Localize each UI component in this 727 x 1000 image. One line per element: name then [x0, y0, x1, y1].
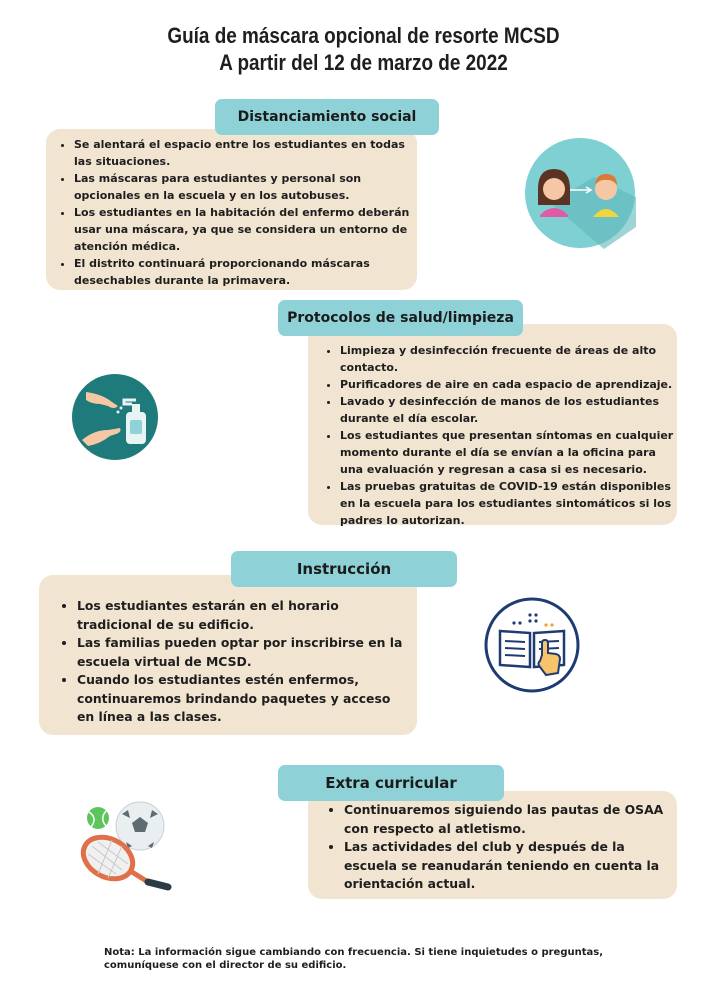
section-health-heading: Protocolos de salud/limpieza — [278, 300, 523, 336]
section-instruction-panel — [39, 575, 417, 735]
list-item: • Lavado y desinfección de manos de los estudiantes durante el día escolar. — [340, 393, 675, 427]
list-item: • Las máscaras para estudiantes y personal son opcionales en la escuela y en los autobuses. — [74, 170, 411, 204]
footer-note: Nota: La información sigue cambiando con frecuencia. Si tiene inquietudes o preguntas, comuníquese con el director de su edificio. — [104, 947, 604, 971]
list-item: • Las familias pueden optar por inscribirse en la escuela virtual de MCSD. — [77, 634, 411, 671]
section-distancing-heading: Distanciamiento social — [215, 99, 439, 135]
list-item: • Continuaremos siguiendo las pautas de OSAA con respecto al atletismo. — [344, 801, 673, 838]
section-instruction-list — [51, 597, 411, 727]
hand-sanitizer-icon — [72, 374, 158, 460]
list-item: • Purificadores de aire en cada espacio de aprendizaje. — [340, 376, 675, 393]
list-item: • Cuando los estudiantes estén enfermos, continuaremos brindando paquetes y acceso en línea a las clases. — [77, 671, 411, 727]
page-title — [51, 22, 676, 76]
list-item: • Los estudiantes que presentan síntomas en cualquier momento durante el día se envían a la oficina para una evaluación y regresan a casa si es necesario. — [340, 427, 675, 478]
list-item: • Los estudiantes estarán en el horario tradicional de su edificio. — [77, 597, 411, 634]
section-health-list — [314, 342, 675, 529]
digital-book-icon — [484, 597, 580, 693]
list-item: • Las actividades del club y después de la escuela se reanudarán teniendo en cuenta la orientación actual. — [344, 838, 673, 894]
list-item: • Las pruebas gratuitas de COVID-19 están disponibles en la escuela para los estudiantes sintomáticos si los padres lo autorizan. — [340, 478, 675, 529]
social-distancing-icon — [524, 137, 636, 249]
section-extracurricular-list — [318, 801, 673, 894]
section-extracurricular-heading: Extra curricular — [278, 765, 504, 801]
list-item: • El distrito continuará proporcionando máscaras desechables durante la primavera. — [74, 255, 411, 289]
title-line-1: Guía de máscara opcional de resorte MCSD — [167, 23, 560, 48]
section-extracurricular-panel — [308, 791, 677, 899]
title-line-2: A partir del 12 de marzo de 2022 — [219, 50, 508, 75]
list-item: • Limpieza y desinfección frecuente de áreas de alto contacto. — [340, 342, 675, 376]
list-item: • Los estudiantes en la habitación del enfermo deberán usar una máscara, ya que se considera un entorno de atención médica. — [74, 204, 411, 255]
section-distancing-list — [48, 136, 411, 289]
section-distancing-panel — [46, 129, 417, 290]
list-item: • Se alentará el espacio entre los estudiantes en todas las situaciones. — [74, 136, 411, 170]
sports-balls-icon — [78, 800, 178, 892]
section-health-panel — [308, 324, 677, 525]
section-instruction-heading: Instrucción — [231, 551, 457, 587]
